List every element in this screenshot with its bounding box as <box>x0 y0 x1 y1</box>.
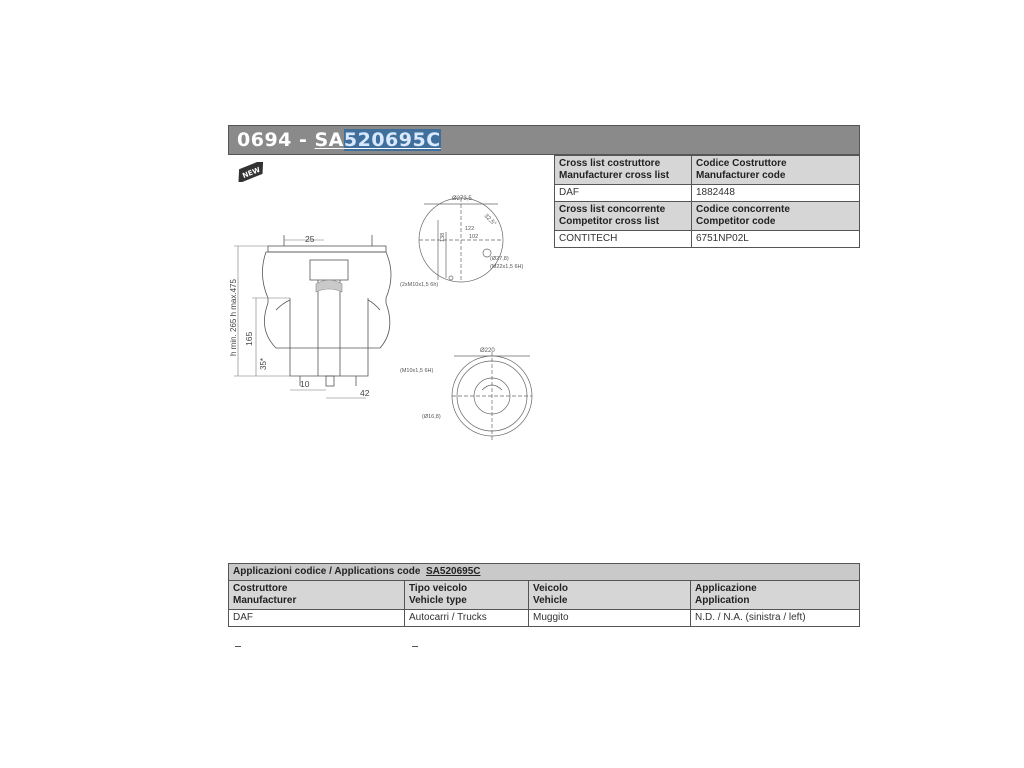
side-view-dimensions <box>234 240 366 398</box>
applications-table <box>228 563 860 627</box>
applications-title-row <box>229 564 860 581</box>
col-header-manufacturer <box>229 581 405 610</box>
competitor-code-header <box>692 202 860 231</box>
new-badge <box>233 162 269 182</box>
divider-mark <box>235 646 241 647</box>
dim-102: 102 <box>469 234 479 240</box>
cell-vehicle-type: Autocarri / Trucks <box>405 610 529 627</box>
header-line-en: Manufacturer code <box>696 170 786 181</box>
header-line-it: Codice concorrente <box>696 204 790 215</box>
header-line-it: Veicolo <box>533 583 569 594</box>
cell-application: N.D. / N.A. (sinistra / left) <box>691 610 860 627</box>
bottom-hole-label: (Ø16,8) <box>422 414 441 420</box>
header-line-it: Applicazione <box>695 583 757 594</box>
bottom-thread-label: (M10x1,5 6H) <box>400 368 434 374</box>
header-line-it: Cross list costruttore <box>559 158 661 169</box>
divider-mark <box>412 646 418 647</box>
header-line-it: Tipo veicolo <box>409 583 468 594</box>
angle-label: 32,5° <box>482 213 497 228</box>
header-bar <box>228 125 860 155</box>
thread-left-label: (2xM10x1,5 6h) <box>400 282 439 288</box>
bottom-dia-label: Ø220 <box>480 348 495 354</box>
dim-122: 122 <box>465 226 475 232</box>
dim-25: 25 <box>305 234 315 244</box>
header-line-en: Application <box>695 595 750 606</box>
applications-title <box>229 564 860 581</box>
header-line-en: Vehicle type <box>409 595 467 606</box>
table-row <box>555 231 860 248</box>
header-line-en: Vehicle <box>533 595 568 606</box>
header-line-en: Manufacturer cross list <box>559 170 670 181</box>
manufacturer-code-cell: 1882448 <box>692 185 860 202</box>
header-line-en: Competitor cross list <box>559 216 660 227</box>
cell-vehicle: Muggito <box>529 610 691 627</box>
side-view <box>262 235 391 386</box>
manufacturer-name-cell: DAF <box>555 185 692 202</box>
product-code[interactable] <box>315 129 441 151</box>
dim-10: 10 <box>300 379 310 389</box>
applications-header-row <box>229 581 860 610</box>
header-line-it: Costruttore <box>233 583 288 594</box>
dim-138: 138 <box>440 232 446 242</box>
thread-right-label: (M22x1,5 6H) <box>490 264 524 270</box>
top-dia-label: Ø273,5 <box>452 196 472 202</box>
competitor-name-cell: CONTITECH <box>555 231 692 248</box>
product-code-prefix: SA <box>314 129 344 151</box>
cross-header-row <box>555 202 860 231</box>
hole-dia-label: (Ø27,8) <box>490 256 509 262</box>
header-line-it: Codice Costruttore <box>696 158 787 169</box>
manufacturer-code-header <box>692 156 860 185</box>
table-row <box>229 610 860 627</box>
product-code-suffix: 520695C <box>343 129 441 151</box>
col-header-application <box>691 581 860 610</box>
cross-reference-table <box>554 155 860 248</box>
height-range-label: h min. 265 h max.475 <box>229 279 238 356</box>
applications-code-link[interactable]: SA520695C <box>426 566 481 577</box>
manufacturer-cross-header <box>555 156 692 185</box>
competitor-cross-header <box>555 202 692 231</box>
col-header-vehicle <box>529 581 691 610</box>
header-line-en: Manufacturer <box>233 595 297 606</box>
page-title <box>237 129 441 151</box>
applications-title-text: Applicazioni codice / Applications code <box>233 566 421 577</box>
dim-165: 165 <box>244 331 254 346</box>
table-row <box>555 185 860 202</box>
header-line-it: Cross list concorrente <box>559 204 666 215</box>
cross-header-row <box>555 156 860 185</box>
header-line-en: Competitor code <box>696 216 776 227</box>
new-badge-text: NEW <box>241 165 262 181</box>
technical-drawing <box>228 180 548 450</box>
dim-42: 42 <box>360 388 370 398</box>
part-number: 0694 - <box>237 129 315 151</box>
cell-manufacturer: DAF <box>229 610 405 627</box>
col-header-vehicle-type <box>405 581 529 610</box>
dim-35: 35* <box>259 357 268 370</box>
competitor-code-cell: 6751NP02L <box>692 231 860 248</box>
side-view-hatch <box>316 280 342 292</box>
bottom-view <box>452 352 532 440</box>
